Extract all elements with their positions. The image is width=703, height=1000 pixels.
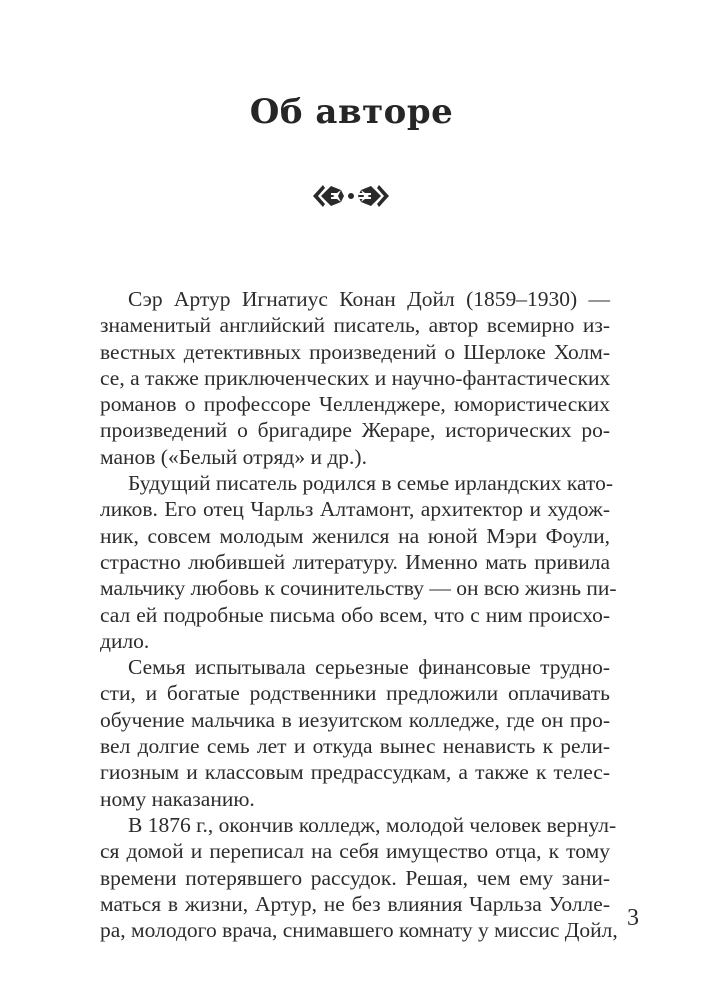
- text-line: ник, совсем молодым женился на юной Мэри Фоули,: [100, 523, 610, 548]
- text-line: ликов. Его отец Чарльз Алтамонт, архитектор и худож-: [100, 497, 610, 522]
- text-line: се, а также приключенческих и научно-фантастических: [100, 365, 611, 390]
- text-line: манов («Белый отряд» и др.).: [100, 444, 367, 469]
- text-line: маться в жизни, Артур, не без влияния Чарльза Уолле-: [100, 891, 610, 916]
- text-line: обучение мальчика в иезуитском колледже, где он про-: [100, 707, 610, 732]
- text-line: дило.: [100, 628, 150, 653]
- text-line: ра, молодого врача, снимавшего комнату у миссис Дойл,: [100, 918, 618, 943]
- text-line: ному наказанию.: [100, 786, 255, 811]
- text-line: Будущий писатель родился в семье ирландских като-: [128, 471, 613, 496]
- text-line: страстно любившей литературу. Именно мать привила: [100, 549, 610, 574]
- text-line: Семья испытывала серьезные финансовые трудно-: [128, 655, 610, 680]
- body-text: [100, 286, 618, 943]
- text-line: произведений о бригадире Жераре, исторических ро-: [100, 418, 610, 443]
- paragraph: [100, 470, 617, 654]
- fleuron-ornament-icon: [313, 181, 389, 211]
- page-number: 3: [627, 905, 639, 931]
- text-line: знаменитый английский писатель, автор всемирно из-: [100, 313, 610, 338]
- text-line: вестных детективных произведений о Шерлоке Холм-: [100, 339, 610, 364]
- text-line: сти, и богатые родственники предложили оплачивать: [100, 681, 610, 706]
- text-line: времени потерявшего рассудок. Решая, чем ему зани-: [100, 865, 610, 890]
- text-line: В 1876 г., окончив колледж, молодой человек вернул-: [128, 812, 617, 837]
- page-title: Об авторе: [249, 92, 454, 132]
- text-line: мальчику любовь к сочинительству — он всю жизнь пи-: [100, 576, 617, 601]
- text-line: ся домой и переписал на себя имущество отца, к тому: [100, 839, 610, 864]
- text-line: вел долгие семь лет и откуда вынес ненависть к рели-: [100, 734, 610, 759]
- text-line: сал ей подробные письма обо всем, что с ним происхо-: [100, 602, 610, 627]
- text-line: романов о профессоре Челленджере, юмористических: [100, 392, 610, 417]
- paragraph: [100, 812, 618, 943]
- paragraph: [100, 286, 610, 470]
- paragraph: [100, 654, 610, 812]
- text-line: Сэр Артур Игнатиус Конан Дойл (1859–1930) —: [128, 287, 610, 311]
- text-line: гиозным и классовым предрассудкам, а также к телес-: [100, 760, 610, 785]
